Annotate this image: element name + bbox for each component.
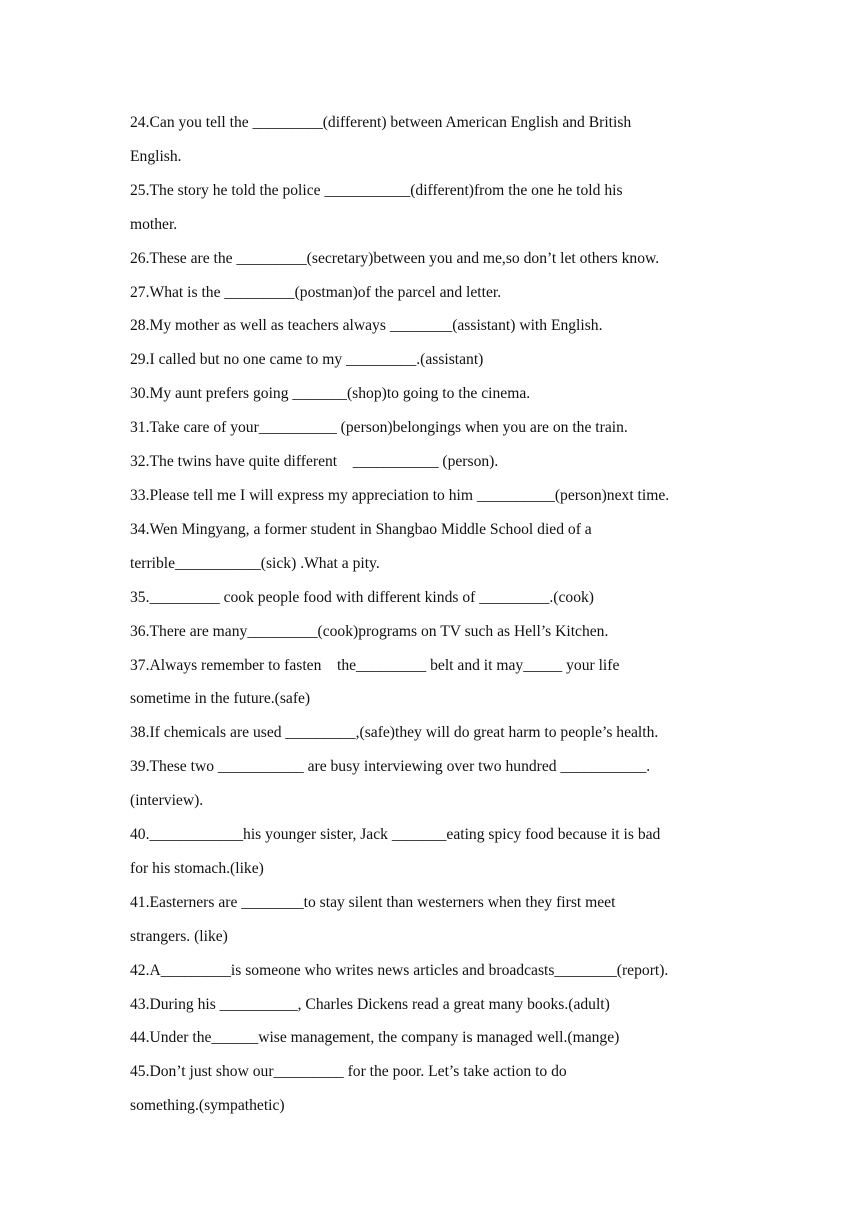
exercise-line: 40.____________his younger sister, Jack _______eating spicy food because it is bad: [130, 826, 661, 844]
exercise-item: [130, 343, 742, 377]
exercise-line: 26.These are the _________(secretary)between you and me,so don’t let others know.: [130, 249, 660, 267]
exercise-line: strangers. (like): [130, 927, 228, 945]
exercise-line: 30.My aunt prefers going _______(shop)to going to the cinema.: [130, 385, 531, 403]
exercise-item: [130, 309, 742, 343]
exercise-item: [130, 1021, 742, 1055]
exercise-item: [130, 513, 742, 581]
exercise-item: [130, 954, 742, 988]
exercise-item: [130, 988, 742, 1022]
exercise-item: [130, 581, 742, 615]
exercise-item: [130, 174, 742, 242]
exercise-line: 41.Easterners are ________to stay silent than westerners when they first meet: [130, 893, 616, 911]
exercise-item: [130, 276, 742, 310]
exercise-list: [130, 106, 742, 1123]
exercise-line: 39.These two ___________ are busy interviewing over two hundred ___________.: [130, 758, 651, 776]
exercise-line: 44.Under the______wise management, the company is managed well.(mange): [130, 1029, 620, 1047]
exercise-item: [130, 411, 742, 445]
exercise-line: 28.My mother as well as teachers always ________(assistant) with English.: [130, 317, 603, 335]
exercise-line: terrible___________(sick) .What a pity.: [130, 554, 380, 572]
exercise-line: for his stomach.(like): [130, 859, 264, 877]
exercise-line: 32.The twins have quite different ___________ (person).: [130, 453, 499, 471]
exercise-item: [130, 615, 742, 649]
exercise-item: [130, 716, 742, 750]
exercise-line: (interview).: [130, 792, 204, 810]
exercise-line: 33.Please tell me I will express my appreciation to him __________(person)next time.: [130, 486, 670, 504]
exercise-item: [130, 377, 742, 411]
exercise-item: [130, 649, 742, 717]
exercise-line: 38.If chemicals are used _________,(safe)they will do great harm to people’s health.: [130, 724, 659, 742]
exercise-line: English.: [130, 147, 182, 165]
exercise-line: 42.A_________is someone who writes news articles and broadcasts________(report).: [130, 961, 669, 979]
exercise-line: 29.I called but no one came to my _________.(assistant): [130, 351, 484, 369]
exercise-item: [130, 1055, 742, 1123]
exercise-line: 43.During his __________, Charles Dickens read a great many books.(adult): [130, 995, 610, 1013]
exercise-line: mother.: [130, 215, 178, 233]
exercise-line: 35._________ cook people food with different kinds of _________.(cook): [130, 588, 594, 606]
exercise-line: 36.There are many_________(cook)programs on TV such as Hell’s Kitchen.: [130, 622, 609, 640]
exercise-line: 37.Always remember to fasten the_________ belt and it may_____ your life: [130, 656, 620, 674]
exercise-line: 27.What is the _________(postman)of the parcel and letter.: [130, 283, 502, 301]
exercise-line: 45.Don’t just show our_________ for the poor. Let’s take action to do: [130, 1063, 567, 1081]
exercise-line: 24.Can you tell the _________(different) between American English and British: [130, 114, 632, 131]
exercise-line: something.(sympathetic): [130, 1097, 285, 1115]
exercise-item: [130, 242, 742, 276]
exercise-item: [130, 106, 742, 174]
exercise-item: [130, 479, 742, 513]
exercise-line: 31.Take care of your__________ (person)belongings when you are on the train.: [130, 419, 628, 437]
exercise-line: sometime in the future.(safe): [130, 690, 311, 708]
exercise-item: [130, 886, 742, 954]
exercise-item: [130, 445, 742, 479]
exercise-line: 25.The story he told the police ___________(different)from the one he told his: [130, 181, 623, 199]
exercise-line: 34.Wen Mingyang, a former student in Shangbao Middle School died of a: [130, 520, 592, 538]
exercise-item: [130, 750, 742, 818]
exercise-item: [130, 818, 742, 886]
